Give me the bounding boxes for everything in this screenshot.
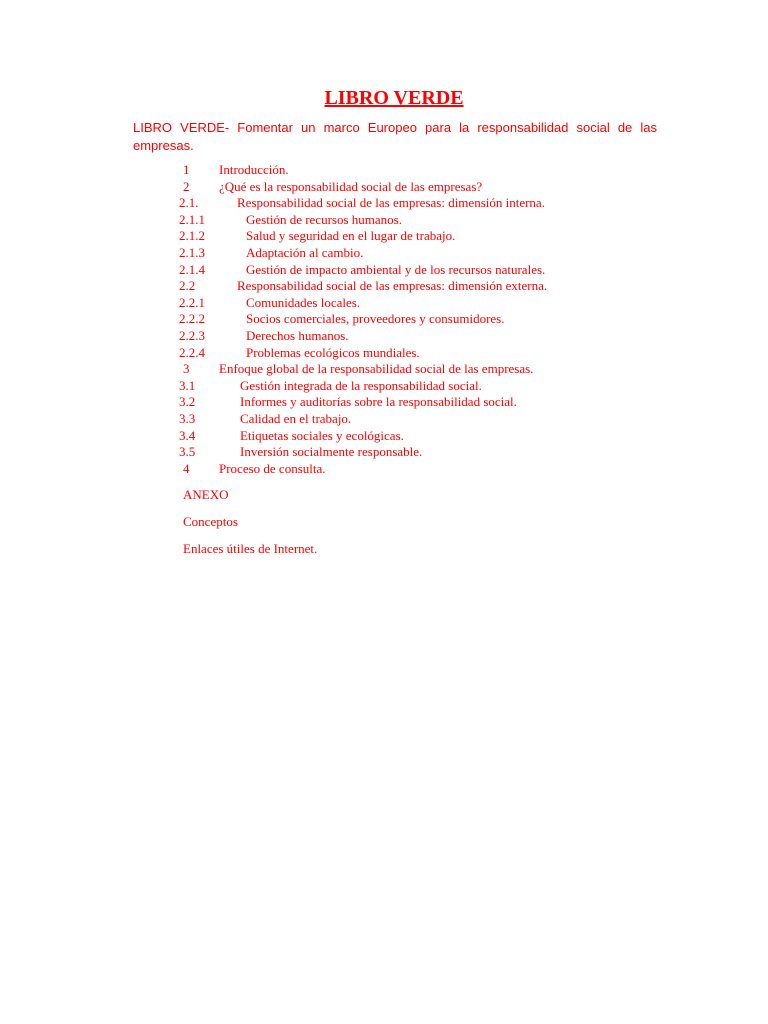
toc-entry [0, 378, 768, 395]
toc-entry [0, 428, 768, 445]
toc-entry-title: Responsabilidad social de las empresas: dimensión interna. [237, 195, 545, 211]
toc-entry [0, 278, 768, 295]
toc-entry [0, 394, 768, 411]
toc-entry [0, 411, 768, 428]
toc-entry [0, 179, 768, 196]
toc-entry [0, 345, 768, 362]
toc-entry-title: Calidad en el trabajo. [240, 410, 352, 426]
toc-entry-number: 1 [183, 162, 190, 177]
toc-entry [0, 245, 768, 262]
annex-heading: ANEXO [183, 487, 229, 502]
toc-entry-number: 2 [183, 178, 190, 194]
toc-entry-title: ¿Qué es la responsabilidad social de las empresas? [219, 178, 483, 194]
document-title: LIBRO VERDE [324, 87, 464, 109]
table-of-contents [0, 162, 768, 477]
toc-entry [0, 361, 768, 378]
toc-entry [0, 262, 768, 279]
concepts-heading: Conceptos [183, 514, 238, 529]
toc-entry-number: 2.1.3 [179, 244, 205, 260]
toc-entry-title: Gestión de impacto ambiental y de los recursos naturales. [246, 261, 546, 277]
toc-entry [0, 328, 768, 345]
toc-entry [0, 311, 768, 328]
toc-entry [0, 162, 768, 179]
toc-entry-title: Inversión socialmente responsable. [240, 444, 423, 460]
toc-entry-number: 3.5 [179, 444, 196, 460]
document-intro: LIBRO VERDE- Fomentar un marco Europeo para la responsabilidad social de las empresas. [133, 120, 657, 153]
toc-entry [0, 212, 768, 229]
toc-entry [0, 228, 768, 245]
toc-entry-title: Comunidades locales. [246, 294, 361, 310]
toc-entry-number: 3.4 [179, 427, 196, 443]
toc-entry-number: 2.1.2 [179, 228, 205, 244]
toc-entry [0, 461, 768, 478]
toc-entry-number: 2.2.4 [179, 344, 205, 360]
toc-entry-number: 2.1.1 [179, 211, 205, 227]
toc-entry-title: Enfoque global de la responsabilidad social de las empresas. [219, 361, 534, 377]
toc-entry [0, 195, 768, 212]
toc-entry-number: 3.2 [179, 394, 196, 410]
toc-entry-title: Informes y auditorías sobre la responsabilidad social. [240, 394, 517, 410]
toc-entry-title: Introducción. [219, 162, 289, 177]
toc-entry [0, 444, 768, 461]
toc-entry-number: 2.2.2 [179, 311, 205, 327]
toc-entry-number: 3.1 [179, 377, 196, 393]
toc-entry-title: Gestión integrada de la responsabilidad social. [240, 377, 482, 393]
toc-entry-number: 2.2 [179, 278, 196, 294]
toc-entry-number: 2.1.4 [179, 261, 205, 277]
toc-entry-title: Adaptación al cambio. [246, 244, 364, 260]
toc-entry-title: Etiquetas sociales y ecológicas. [240, 427, 404, 443]
toc-entry-title: Responsabilidad social de las empresas: dimensión externa. [237, 278, 548, 294]
toc-entry-title: Salud y seguridad en el lugar de trabajo. [246, 228, 456, 244]
toc-entry-number: 3.3 [179, 410, 196, 426]
toc-entry-title: Derechos humanos. [246, 327, 349, 343]
toc-entry-number: 2.2.1 [179, 294, 205, 310]
toc-entry-title: Proceso de consulta. [219, 460, 326, 476]
toc-entry-number: 4 [183, 460, 190, 476]
toc-entry-number: 2.1. [179, 195, 199, 211]
toc-entry [0, 295, 768, 312]
internet-links-heading: Enlaces útiles de Internet. [183, 541, 318, 556]
toc-entry-number: 3 [183, 361, 190, 377]
toc-entry-title: Problemas ecológicos mundiales. [246, 344, 420, 360]
toc-entry-title: Socios comerciales, proveedores y consumidores. [246, 311, 505, 327]
toc-entry-number: 2.2.3 [179, 327, 205, 343]
toc-entry-title: Gestión de recursos humanos. [246, 211, 402, 227]
